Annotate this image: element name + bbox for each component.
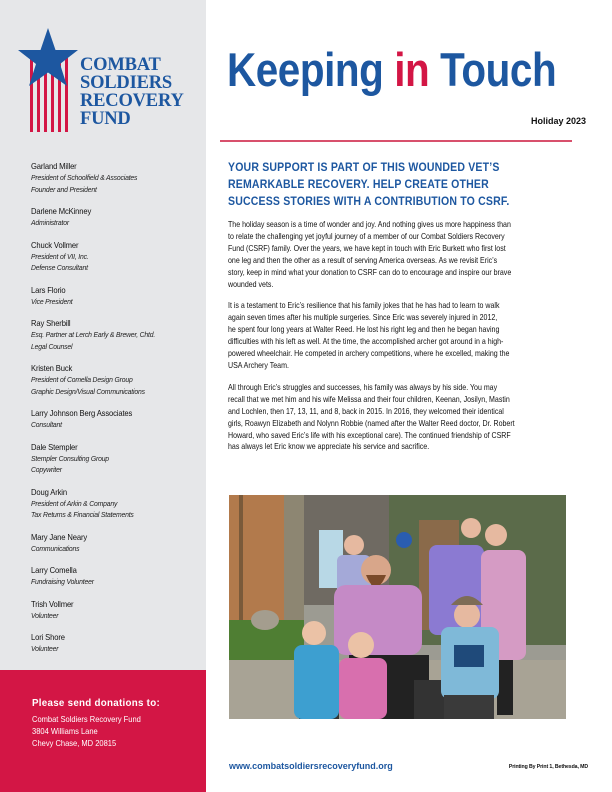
board-member-name: Kristen Buck (31, 363, 73, 373)
board-member-name: Larry Comella (31, 565, 77, 575)
paragraph-line: has always let Eric know we appreciate his service and sacrifice. (228, 442, 430, 452)
board-member-role: Administrator (31, 218, 69, 227)
donation-address-line: 3804 Williams Lane (32, 727, 98, 736)
paragraph-line: wounded vets. (228, 279, 274, 289)
family-photo-illustration (229, 495, 566, 719)
board-member-role: President of Arkin & Company (31, 498, 118, 508)
board-member-role: President of VII, Inc. (31, 251, 89, 261)
paragraph-line: to relate the challenging yet joyful journey of a member of our Combat Soldiers Recovery (228, 231, 505, 241)
paragraph-line: Fund (CSRF) family. Over the years, we have kept in touch with Eric Burkett who first lost (228, 243, 506, 253)
logo-line: FUND (80, 109, 131, 129)
paragraph-line: one leg and then the other as a result of serving America overseas. As we revisit Eric’s (228, 255, 498, 265)
article-paragraph (228, 382, 588, 453)
paragraph-line: again seven times after his multiple surgeries. Since Eric was severely injured in 2012, (228, 313, 498, 323)
board-member-role: President of Schoolfield & Associates (31, 173, 138, 182)
board-member (31, 362, 201, 397)
headline-line: YOUR SUPPORT IS PART OF THIS WOUNDED VET’S (228, 161, 500, 174)
article-body (228, 219, 588, 463)
board-member-name: Doug Arkin (31, 486, 67, 497)
paragraph-line: Howard, who saved Eric’s life with his exceptional care). The continued friendship of CSRF (228, 430, 511, 440)
header-divider (220, 140, 572, 142)
board-member (31, 598, 201, 622)
board-member (31, 317, 201, 352)
board-list (31, 160, 201, 665)
board-member (31, 631, 201, 655)
board-member-name: Lars Florio (31, 284, 66, 295)
board-member (31, 160, 201, 195)
board-member-role: Stempler Consulting Group (31, 453, 109, 463)
printer-credit: Printing By Print 1, Bethesda, MD (508, 764, 588, 770)
board-member-name: Lori Shore (31, 632, 65, 642)
board-member-name: Mary Jane Neary (31, 531, 88, 542)
board-member-name: Dale Stempler (31, 441, 78, 452)
paragraph-line: The holiday season is a time of wonder and joy. And nothing gives us more happiness than (228, 220, 511, 229)
donation-address-line: Combat Soldiers Recovery Fund (32, 715, 141, 724)
star-stripes-logo-icon (18, 28, 78, 132)
paragraph-line: It is a testament to Eric’s resilience that his family jokes that he has had to learn to walk (228, 301, 500, 311)
donation-box (0, 670, 206, 792)
paragraph-line: All through Eric’s struggles and successes, his family was always by his side. You may (228, 382, 498, 392)
board-member-role: Esq. Partner at Lerch Early & Brewer, Chtd. (31, 330, 156, 339)
board-member-role: Vice President (31, 296, 73, 306)
donation-heading: Please send donations to: (32, 697, 160, 709)
board-member-role: Volunteer (31, 644, 59, 653)
logo-line: SOLDIERS (80, 73, 172, 93)
board-member-name: Darlene McKinney (31, 206, 92, 216)
board-member-role: Volunteer (31, 610, 59, 620)
board-member (31, 239, 201, 274)
edition-label: Holiday 2023 (530, 116, 586, 126)
paragraph-line: difficulties with his left as well. At the time, the accomplished archer got around in a high- (228, 337, 504, 347)
board-member (31, 441, 201, 476)
sidebar (0, 0, 206, 792)
newsletter-title (227, 44, 556, 96)
paragraph-line: recall that we met him and his wife Melissa and their four children, Keenan, Josilyn, Mastin (228, 394, 510, 404)
board-member-role: Fundraising Volunteer (31, 577, 94, 586)
main-content (206, 0, 612, 792)
website-link[interactable]: www.combatsoldiersrecoveryfund.org (229, 761, 393, 771)
board-member-name: Chuck Vollmer (31, 239, 79, 250)
title-part: Keeping (227, 43, 395, 96)
board-member (31, 564, 201, 588)
csrf-logo (18, 28, 198, 138)
paragraph-line: girls, Roawyn Elizabeth and Nolynn Robbie (named after the Walter Reed doctor, Dr. Robert (228, 418, 515, 428)
board-member-role: Communications (31, 543, 80, 553)
article-paragraph (228, 219, 588, 290)
paragraph-line: and Lochlen, then 17, 13, 11, and 8, back in 2015. In 2016, they welcomed their identical (228, 406, 504, 416)
logo-line: COMBAT (80, 55, 161, 75)
board-member-name: Garland Miller (31, 161, 77, 171)
board-member (31, 284, 201, 308)
board-member-role: Consultant (31, 420, 62, 429)
logo-wordmark (80, 56, 184, 128)
donation-address-line: Chevy Chase, MD 20815 (32, 739, 117, 748)
paragraph-line: he spent four long years at Walter Reed. He lost his right leg and then he began having (228, 325, 500, 335)
board-member-role: Tax Returns & Financial Statements (31, 510, 134, 519)
headline-line: REMARKABLE RECOVERY. HELP CREATE OTHER (228, 178, 489, 191)
paragraph-line: powered wheelchair. He competed in archery competitions, where he excelled, making the (228, 349, 510, 359)
title-part: Touch (429, 43, 557, 96)
board-member (31, 486, 201, 521)
family-photo (229, 495, 566, 719)
paragraph-line: story, keep in mind what your donation to CSRF can do to encourage and inspire our brave (228, 267, 512, 277)
board-member-role: Copywriter (31, 465, 62, 474)
logo-line: RECOVERY (80, 91, 184, 111)
headline (228, 159, 598, 210)
article-paragraph (228, 300, 588, 371)
board-member-role: Legal Counsel (31, 341, 73, 351)
board-member (31, 407, 201, 431)
board-member-role: President of Comella Design Group (31, 375, 133, 384)
board-member-name: Ray Sherbill (31, 318, 71, 328)
board-member-role: Defense Consultant (31, 263, 88, 272)
board-member-role: Graphic Design/Visual Communications (31, 386, 145, 396)
board-member (31, 531, 201, 555)
board-member-role: Founder and President (31, 184, 97, 194)
paragraph-line: USA Archery Team. (228, 360, 289, 370)
board-member (31, 205, 201, 229)
board-member-name: Trish Vollmer (31, 598, 74, 609)
title-accent: in (394, 43, 430, 96)
headline-line: SUCCESS STORIES WITH A CONTRIBUTION TO CSRF. (228, 195, 510, 208)
board-member-name: Larry Johnson Berg Associates (31, 408, 133, 418)
